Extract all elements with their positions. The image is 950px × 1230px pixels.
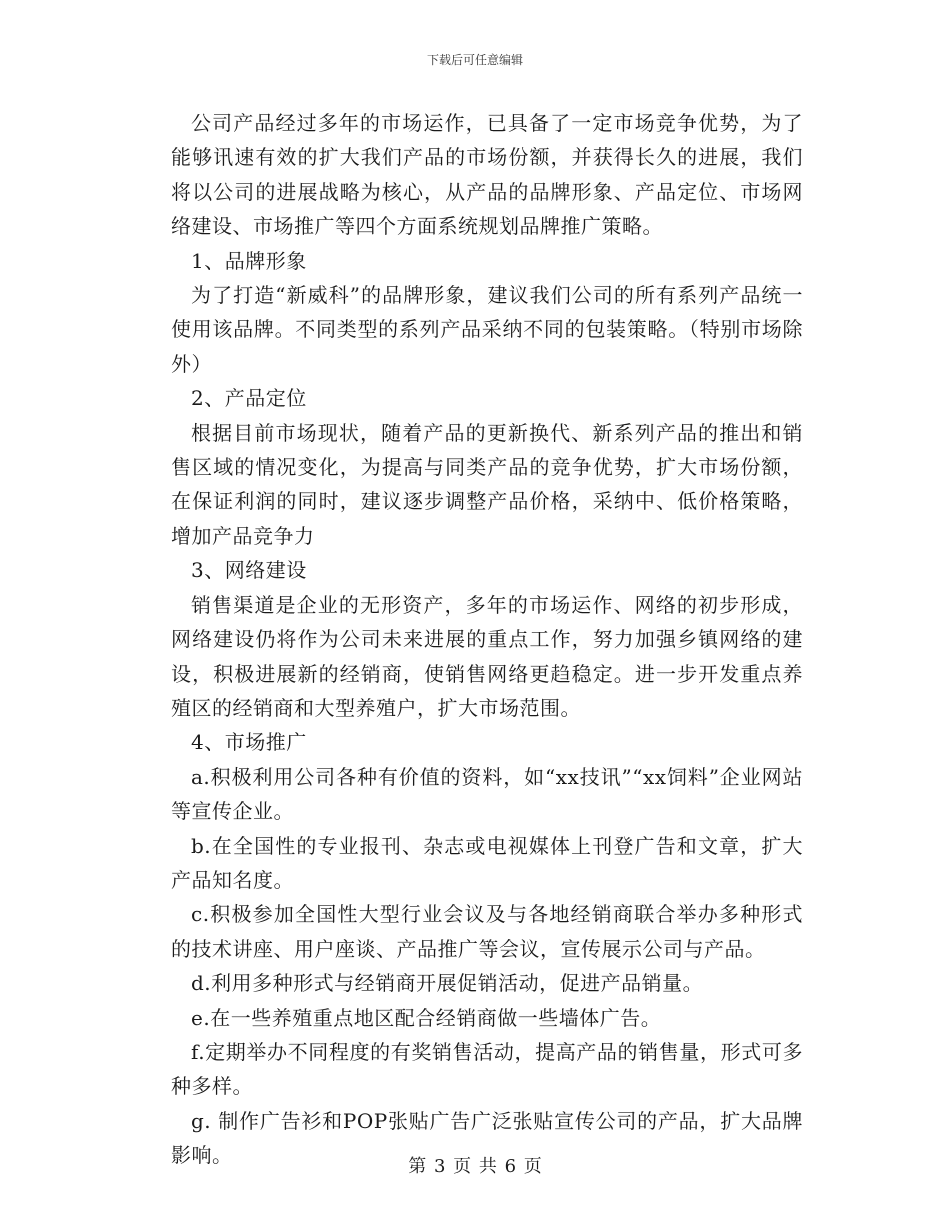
list-item-promotion-e: e.在一些养殖重点地区配合经销商做一些墙体广告。	[191, 1005, 662, 1030]
list-item-promotion-a: a.积极利用公司各种有价值的资料，如“xx技讯”“xx饲料”企业网站等宣传企业。	[171, 764, 803, 824]
list-item-promotion-g: g. 制作广告衫和POP张贴广告广泛张贴宣传公司的产品，扩大品牌影响。	[171, 1108, 803, 1168]
section-heading-brand-image: 1、品牌形象	[191, 248, 307, 273]
page-number-footer: 第 3 页 共 6 页	[408, 1156, 542, 1177]
list-item-promotion-f: f.定期举办不同程度的有奖销售活动，提高产品的销售量，形式可多种多样。	[171, 1039, 803, 1099]
section-heading-market-promotion: 4、市场推广	[191, 730, 307, 755]
paragraph-intro: 公司产品经过多年的市场运作，已具备了一定市场竞争优势，为了能够讯速有效的扩大我们产品的市场份额，并获得长久的进展，我们将以公司的进展战略为核心，从产品的品牌形象、产品定位、市场网络建设、市场推广等四个方面系统规划品牌推广策略。	[171, 111, 803, 239]
list-item-promotion-c: c.积极参加全国性大型行业会议及与各地经销商联合举办多种形式的技术讲座、用户座谈、产品推广等会议，宣传展示公司与产品。	[171, 902, 803, 961]
section-heading-network-building: 3、网络建设	[191, 558, 307, 583]
document-body	[171, 106, 803, 1173]
section-heading-product-positioning: 2、产品定位	[191, 386, 307, 411]
page-header: 下载后可任意编辑	[426, 53, 523, 67]
paragraph-brand-image: 为了打造“新威科”的品牌形象，建议我们公司的所有系列产品统一使用该品牌。不同类型的系列产品采纳不同的包装策略。（特别市场除外）	[171, 283, 803, 376]
list-item-promotion-d: d.利用多种形式与经销商开展促销活动，促进产品销量。	[191, 971, 704, 996]
paragraph-network-building: 销售渠道是企业的无形资产，多年的市场运作、网络的初步形成，网络建设仍将作为公司未来进展的重点工作，努力加强乡镇网络的建设，积极进展新的经销商，使销售网络更趋稳定。进一步开发重点养殖区的经销商和大型养殖户，扩大市场范围。	[171, 592, 803, 720]
paragraph-product-positioning: 根据目前市场现状，随着产品的更新换代、新系列产品的推出和销售区域的情况变化，为提高与同类产品的竞争优势，扩大市场份额，在保证利润的同时，建议逐步调整产品价格，采纳中、低价格策略，增加产品竞争力	[171, 420, 803, 548]
list-item-promotion-b: b.在全国性的专业报刊、杂志或电视媒体上刊登广告和文章，扩大产品知名度。	[171, 833, 803, 892]
